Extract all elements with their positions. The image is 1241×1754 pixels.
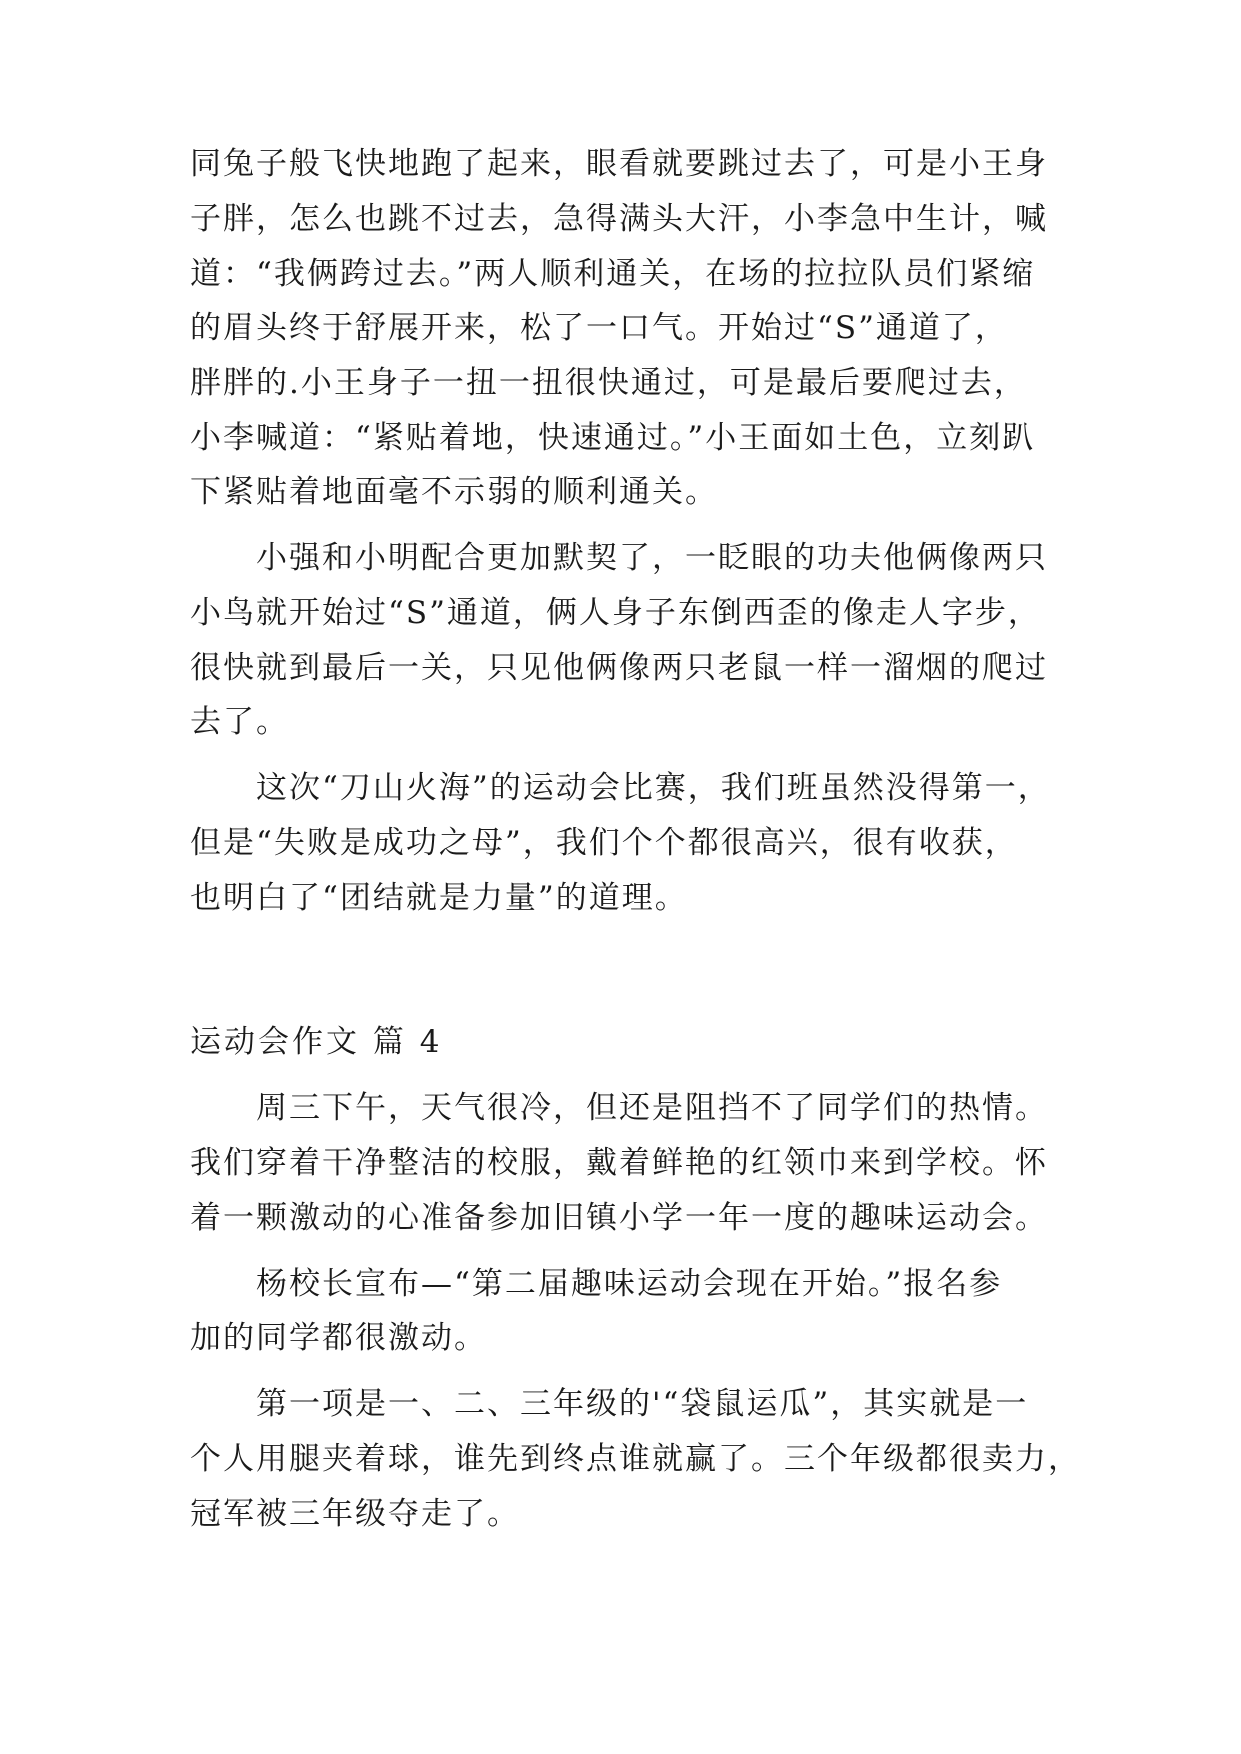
- text-line: 下紧贴着地面毫不示弱的顺利通关。: [190, 474, 718, 510]
- text-line: 去了。: [190, 704, 289, 740]
- text-line: 小鸟就开始过“S”通道，俩人身子东倒西歪的像走人字步，: [190, 595, 1041, 631]
- paragraph-first-line: 小强和小明配合更加默契了，一眨眼的功夫他俩像两只: [256, 540, 1048, 576]
- text-line: 的眉头终于舒展开来，松了一口气。开始过“S”通道了，: [190, 310, 1008, 346]
- text-line: 同兔子般飞快地跑了起来，眼看就要跳过去了，可是小王身: [190, 146, 1048, 182]
- text-line: 冠军被三年级夺走了。: [190, 1496, 520, 1532]
- text-line: 很快就到最后一关，只见他俩像两只老鼠一样一溜烟的爬过: [190, 650, 1048, 686]
- paragraph-first-line: 杨校长宣布—“第二届趣味运动会现在开始。”报名参: [256, 1266, 1003, 1302]
- section-heading: 运动会作文 篇 4: [190, 1024, 443, 1060]
- paragraph-first-line: 第一项是一、二、三年级的'“袋鼠运瓜”，其实就是一: [256, 1386, 1029, 1422]
- text-line: 我们穿着干净整洁的校服，戴着鲜艳的红领巾来到学校。怀: [190, 1145, 1048, 1181]
- paragraph-first-line: 周三下午，天气很冷，但还是阻挡不了同学们的热情。: [256, 1090, 1048, 1126]
- text-line: 也明白了“团结就是力量”的道理。: [190, 880, 688, 916]
- text-line: 胖胖的.小王身子一扭一扭很快通过，可是最后要爬过去，: [190, 365, 1027, 401]
- text-line: 个人用腿夹着球，谁先到终点谁就赢了。三个年级都很卖力，: [190, 1441, 1081, 1477]
- text-line: 着一颗激动的心准备参加旧镇小学一年一度的趣味运动会。: [190, 1200, 1048, 1236]
- text-line: 子胖，怎么也跳不过去，急得满头大汗，小李急中生计，喊: [190, 201, 1048, 237]
- text-line: 加的同学都很激动。: [190, 1320, 487, 1356]
- text-line: 小李喊道：“紧贴着地，快速通过。”小王面如土色，立刻趴: [190, 420, 1036, 456]
- text-line: 但是“失败是成功之母”，我们个个都很高兴，很有收获，: [190, 825, 1018, 861]
- paragraph-first-line: 这次“刀山火海”的运动会比赛，我们班虽然没得第一，: [256, 770, 1051, 806]
- text-line: 道：“我俩跨过去。”两人顺利通关，在场的拉拉队员们紧缩: [190, 256, 1036, 292]
